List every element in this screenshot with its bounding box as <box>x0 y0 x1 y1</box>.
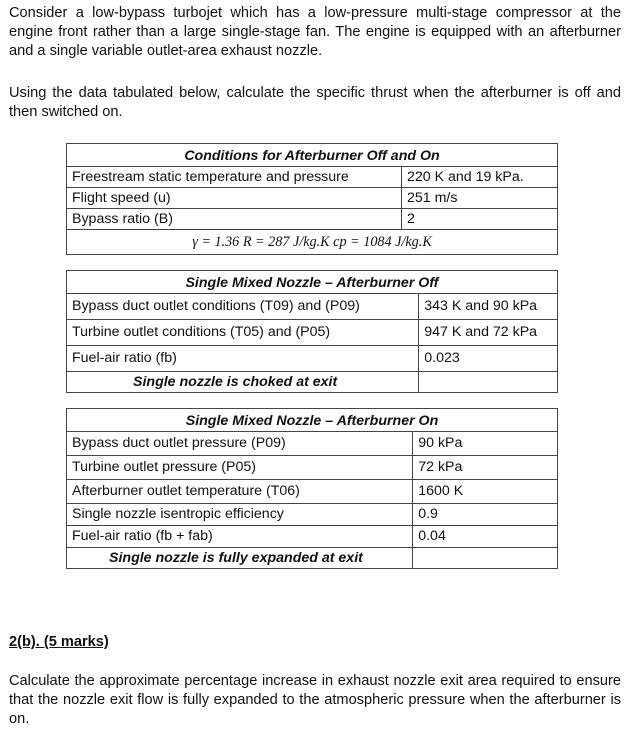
question-paragraph: Calculate the approximate percentage increase in exhaust nozzle exit area required to ensure that the nozzle exit flow is fully expanded to the atmospheric pressure when the afterburner is on. <box>9 673 621 727</box>
table-row-label: Turbine outlet pressure (P05) <box>67 456 413 480</box>
afterburner-on-title: Single Mixed Nozzle – Afterburner On <box>67 409 558 432</box>
empty-cell <box>413 548 558 569</box>
afterburner-on-table <box>66 408 558 569</box>
conditions-table-title: Conditions for Afterburner Off and On <box>67 144 558 167</box>
table-row-value: 251 m/s <box>401 188 557 209</box>
table-row-label: Flight speed (u) <box>67 188 402 209</box>
table-row-label: Bypass duct outlet conditions (T09) and (P09) <box>67 294 419 320</box>
section-heading: 2(b). (5 marks) <box>9 634 109 650</box>
table-row-label: Single nozzle isentropic efficiency <box>67 504 413 526</box>
afterburner-off-table <box>66 270 558 393</box>
table-row-value: 0.04 <box>413 526 558 548</box>
intro-paragraph: Consider a low-bypass turbojet which has a low-pressure multi-stage compressor at the engine front rather than a large single-stage fan. The engine is equipped with an afterburner and a single variable outlet-area exhaust nozzle. <box>9 5 621 59</box>
table-row-value: 90 kPa <box>413 432 558 456</box>
table-row-label: Turbine outlet conditions (T05) and (P05) <box>67 320 419 346</box>
table-row-label: Bypass duct outlet pressure (P09) <box>67 432 413 456</box>
table-row-label: Freestream static temperature and pressure <box>67 167 402 188</box>
afterburner-off-footer: Single nozzle is choked at exit <box>67 372 419 393</box>
table-row-value: 947 K and 72 kPa <box>419 320 558 346</box>
table-row-label: Fuel-air ratio (fb + fab) <box>67 526 413 548</box>
table-row-value: 0.023 <box>419 346 558 372</box>
table-row-value: 2 <box>401 209 557 230</box>
conditions-table <box>66 143 558 255</box>
instruction-paragraph: Using the data tabulated below, calculate the specific thrust when the afterburner is off and then switched on. <box>9 85 621 120</box>
table-row-label: Fuel-air ratio (fb) <box>67 346 419 372</box>
table-row-value: 343 K and 90 kPa <box>419 294 558 320</box>
table-row-value: 220 K and 19 kPa. <box>401 167 557 188</box>
table-row-value: 1600 K <box>413 480 558 504</box>
empty-cell <box>419 372 558 393</box>
table-row-label: Bypass ratio (B) <box>67 209 402 230</box>
constants-row: γ = 1.36 R = 287 J/kg.K cp = 1084 J/kg.K <box>67 230 558 255</box>
table-row-label: Afterburner outlet temperature (T06) <box>67 480 413 504</box>
afterburner-off-title: Single Mixed Nozzle – Afterburner Off <box>67 271 558 294</box>
table-row-value: 72 kPa <box>413 456 558 480</box>
afterburner-on-footer: Single nozzle is fully expanded at exit <box>67 548 413 569</box>
table-row-value: 0.9 <box>413 504 558 526</box>
